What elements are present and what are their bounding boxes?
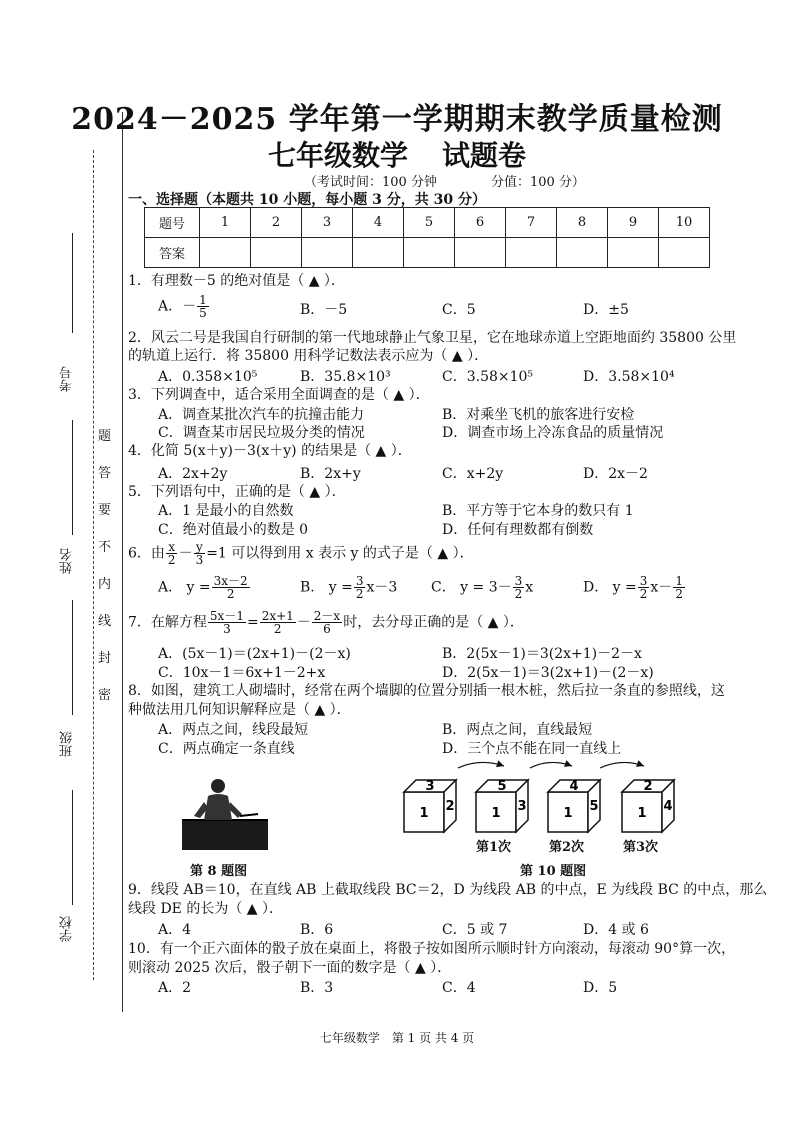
q4-option-b: B．2x+y [300,466,361,482]
seal-char: 不 [98,540,112,555]
dice-cube [622,779,674,832]
q8-option-a: A．两点之间，线段最短 [158,722,309,738]
q5-option-b: B．平方等于它本身的数只有 1 [442,503,634,519]
q1-stem: 1．有理数－5 的绝对值是（ ▲ ）． [128,273,345,289]
seal-char: 内 [98,577,112,592]
answer-cell[interactable] [302,238,353,268]
q6-stem: 6．由 $\frac{x}{2}$ － $\frac{y}{3}$ =1 可以得到用 x 表示 y 的式子是（ ▲ ）． [128,540,474,567]
q6-option-d: D． y = $\frac{3}{2}$ x－ $\frac{1}{2}$ [583,574,683,601]
q7-option-b: B．2(5x－1)＝3(2x+1)－2－x [442,646,642,662]
name-label: 姓名 [60,548,75,574]
question-number: 8 [557,208,608,238]
class-line [72,600,73,715]
exam-title: 2024－2025 学年第一学期期末教学质量检测 [71,102,723,137]
q6-option-c: C． y = 3－ $\frac{3}{2}$ x [431,574,534,601]
dice-front-number: 1 [491,806,501,821]
q9-option-b: B．6 [300,922,334,938]
q8-stem-line1: 8．如图，建筑工人砌墙时，经常在两个墙脚的位置分别插一根木桩，然后拉一条直的参照线，这 [128,683,725,699]
dice-top-number: 5 [497,779,507,794]
q5-option-c: C．绝对值最小的数是 0 [158,522,309,538]
dice-right-number: 5 [589,799,599,814]
q1-option-a: A．－ $\frac{1}{5}$ [158,293,207,320]
roll-label: 第2次 [549,840,585,855]
question-number: 7 [506,208,557,238]
q3-option-b: B．对乘坐飞机的旅客进行安检 [442,407,635,423]
q10-stem-line2: 则滚动 2025 次后，骰子朝下一面的数字是（ ▲ ）． [128,960,452,976]
question-number: 4 [353,208,404,238]
q10-option-c: C．4 [442,980,476,996]
table-header: 答案 [145,238,200,268]
q7-option-d: D．2(5x－1)＝3(2x+1)－(2－x) [442,665,654,681]
q1-option-b: B．－5 [300,302,348,318]
q6-option-a: A． y = $\frac{3x-2}{2}$ [158,574,248,601]
section-heading: 一、选择题（本题共 10 小题，每小题 3 分，共 30 分） [128,192,486,208]
dice-front-number: 1 [637,806,647,821]
q2-option-d: D．3.58×10⁴ [583,369,675,385]
q7-stem: 7．在解方程 $\frac{5x-1}{3}$ = $\frac{2x+1}{2}$ － $\frac{2-x}{6}$ 时，去分母正确的是（ ▲ ）． [128,609,524,636]
dice-cube [548,779,600,832]
q2-stem-line1: 2．风云二号是我国自行研制的第一代地球静止气象卫星，它在地球赤道上空距地面约 35800 公里 [128,330,737,346]
table-row [145,238,710,268]
dice-right-number: 3 [517,799,527,814]
roll-label: 第3次 [623,840,659,855]
q4-option-a: A．2x+2y [158,466,228,482]
question-number: 9 [608,208,659,238]
exam-no-line [72,233,73,333]
question-number: 5 [404,208,455,238]
q6-option-b: B． y = $\frac{3}{2}$ x－3 [300,574,398,601]
seal-char: 密 [98,688,112,703]
q9-option-c: C．5 或 7 [442,922,508,938]
dice-right-number: 2 [445,799,455,814]
q9-stem-line2: 线段 DE 的长为（ ▲ ）． [128,901,284,917]
dice-top-number: 3 [425,779,435,794]
question-number: 10 [659,208,710,238]
q10-stem-line1: 10．有一个正六面体的骰子放在桌面上，将骰子按如图所示顺时针方向滚动，每滚动 90°算一次， [128,941,736,957]
seal-char: 封 [98,651,112,666]
dice-top-number: 2 [643,779,653,794]
q7-option-c: C．10x－1＝6x+1－2+x [158,665,326,681]
school-label: 学校 [60,916,75,942]
answer-cell[interactable] [404,238,455,268]
q4-stem: 4．化简 5(x＋y)－3(x＋y) 的结果是（ ▲ ）． [128,443,412,459]
table-row [145,208,710,238]
q2-stem-line2: 的轨道上运行．将 35800 用科学记数法表示应为（ ▲ ）． [128,348,489,364]
dice-cube [476,779,528,832]
q2-option-a: A．0.358×10⁵ [158,369,258,385]
q3-option-c: C．调查某市居民垃圾分类的情况 [158,425,365,441]
answer-cell[interactable] [455,238,506,268]
q9-option-d: D．4 或 6 [583,922,649,938]
q1-option-c: C．5 [442,302,476,318]
q10-option-b: B．3 [300,980,334,996]
dice-front-number: 1 [563,806,573,821]
school-line [72,790,73,905]
page-footer: 七年级数学 第 1 页 共 4 页 [319,1031,475,1045]
answer-table [144,207,710,268]
answer-cell[interactable] [200,238,251,268]
dice-cube [404,779,456,832]
answer-cell[interactable] [353,238,404,268]
question-number: 1 [200,208,251,238]
q8-stem-line2: 种做法用几何知识解释应是（ ▲ ）． [128,702,351,718]
dice-top-number: 4 [569,779,579,794]
answer-cell[interactable] [608,238,659,268]
name-line [72,420,73,535]
q4-option-d: D．2x－2 [583,466,648,482]
roll-label: 第1次 [476,840,512,855]
q10-option-d: D．5 [583,980,618,996]
seal-char: 线 [98,614,112,629]
seal-char: 题 [98,429,112,444]
seal-char: 答 [98,466,112,481]
fig10-caption: 第 10 题图 [520,864,587,879]
answer-cell[interactable] [659,238,710,268]
q3-option-d: D．调查市场上冷冻食品的质量情况 [442,425,664,441]
exam-subtitle: 七年级数学 试题卷 [267,139,527,172]
q2-option-b: B．35.8×10³ [300,369,391,385]
q9-option-a: A．4 [158,922,192,938]
question-number: 3 [302,208,353,238]
answer-cell[interactable] [506,238,557,268]
q5-stem: 5．下列语句中，正确的是（ ▲ ）． [128,484,346,500]
exam-no-label: 考号 [60,366,75,392]
q3-option-a: A．调查某批次汽车的抗撞击能力 [158,407,365,423]
q2-option-c: C．3.58×10⁵ [442,369,534,385]
q8-option-c: C．两点确定一条直线 [158,741,295,757]
q5-option-d: D．任何有理数都有倒数 [442,522,594,538]
seal-char: 要 [98,503,112,518]
q3-stem: 3．下列调查中，适合采用全面调查的是（ ▲ ）． [128,387,430,403]
binding-solid-line [122,112,123,1012]
bricklayer-figure [180,776,270,856]
q5-option-a: A．1 是最小的自然数 [158,503,294,519]
q4-option-c: C．x+2y [442,466,504,482]
dice-front-number: 1 [419,806,429,821]
q9-stem-line1: 9．线段 AB＝10，在直线 AB 上截取线段 BC＝2，D 为线段 AB 的中点，E 为线段 BC 的中点，那么 [128,882,768,898]
exam-info: （考试时间：100 分钟 分值：100 分） [304,175,585,190]
q1-option-d: D．±5 [583,302,629,318]
q8-option-d: D．三个点不能在同一直线上 [442,741,622,757]
class-label: 班级 [60,731,75,757]
q8-option-b: B．两点之间，直线最短 [442,722,593,738]
dice-right-number: 4 [663,799,673,814]
answer-cell[interactable] [251,238,302,268]
q10-option-a: A．2 [158,980,192,996]
table-header: 题号 [145,208,200,238]
answer-cell[interactable] [557,238,608,268]
binding-dashed-line [93,150,94,980]
q7-option-a: A．(5x－1)＝(2x+1)－(2－x) [158,646,351,662]
question-number: 6 [455,208,506,238]
question-number: 2 [251,208,302,238]
fig8-caption: 第 8 题图 [190,864,248,879]
